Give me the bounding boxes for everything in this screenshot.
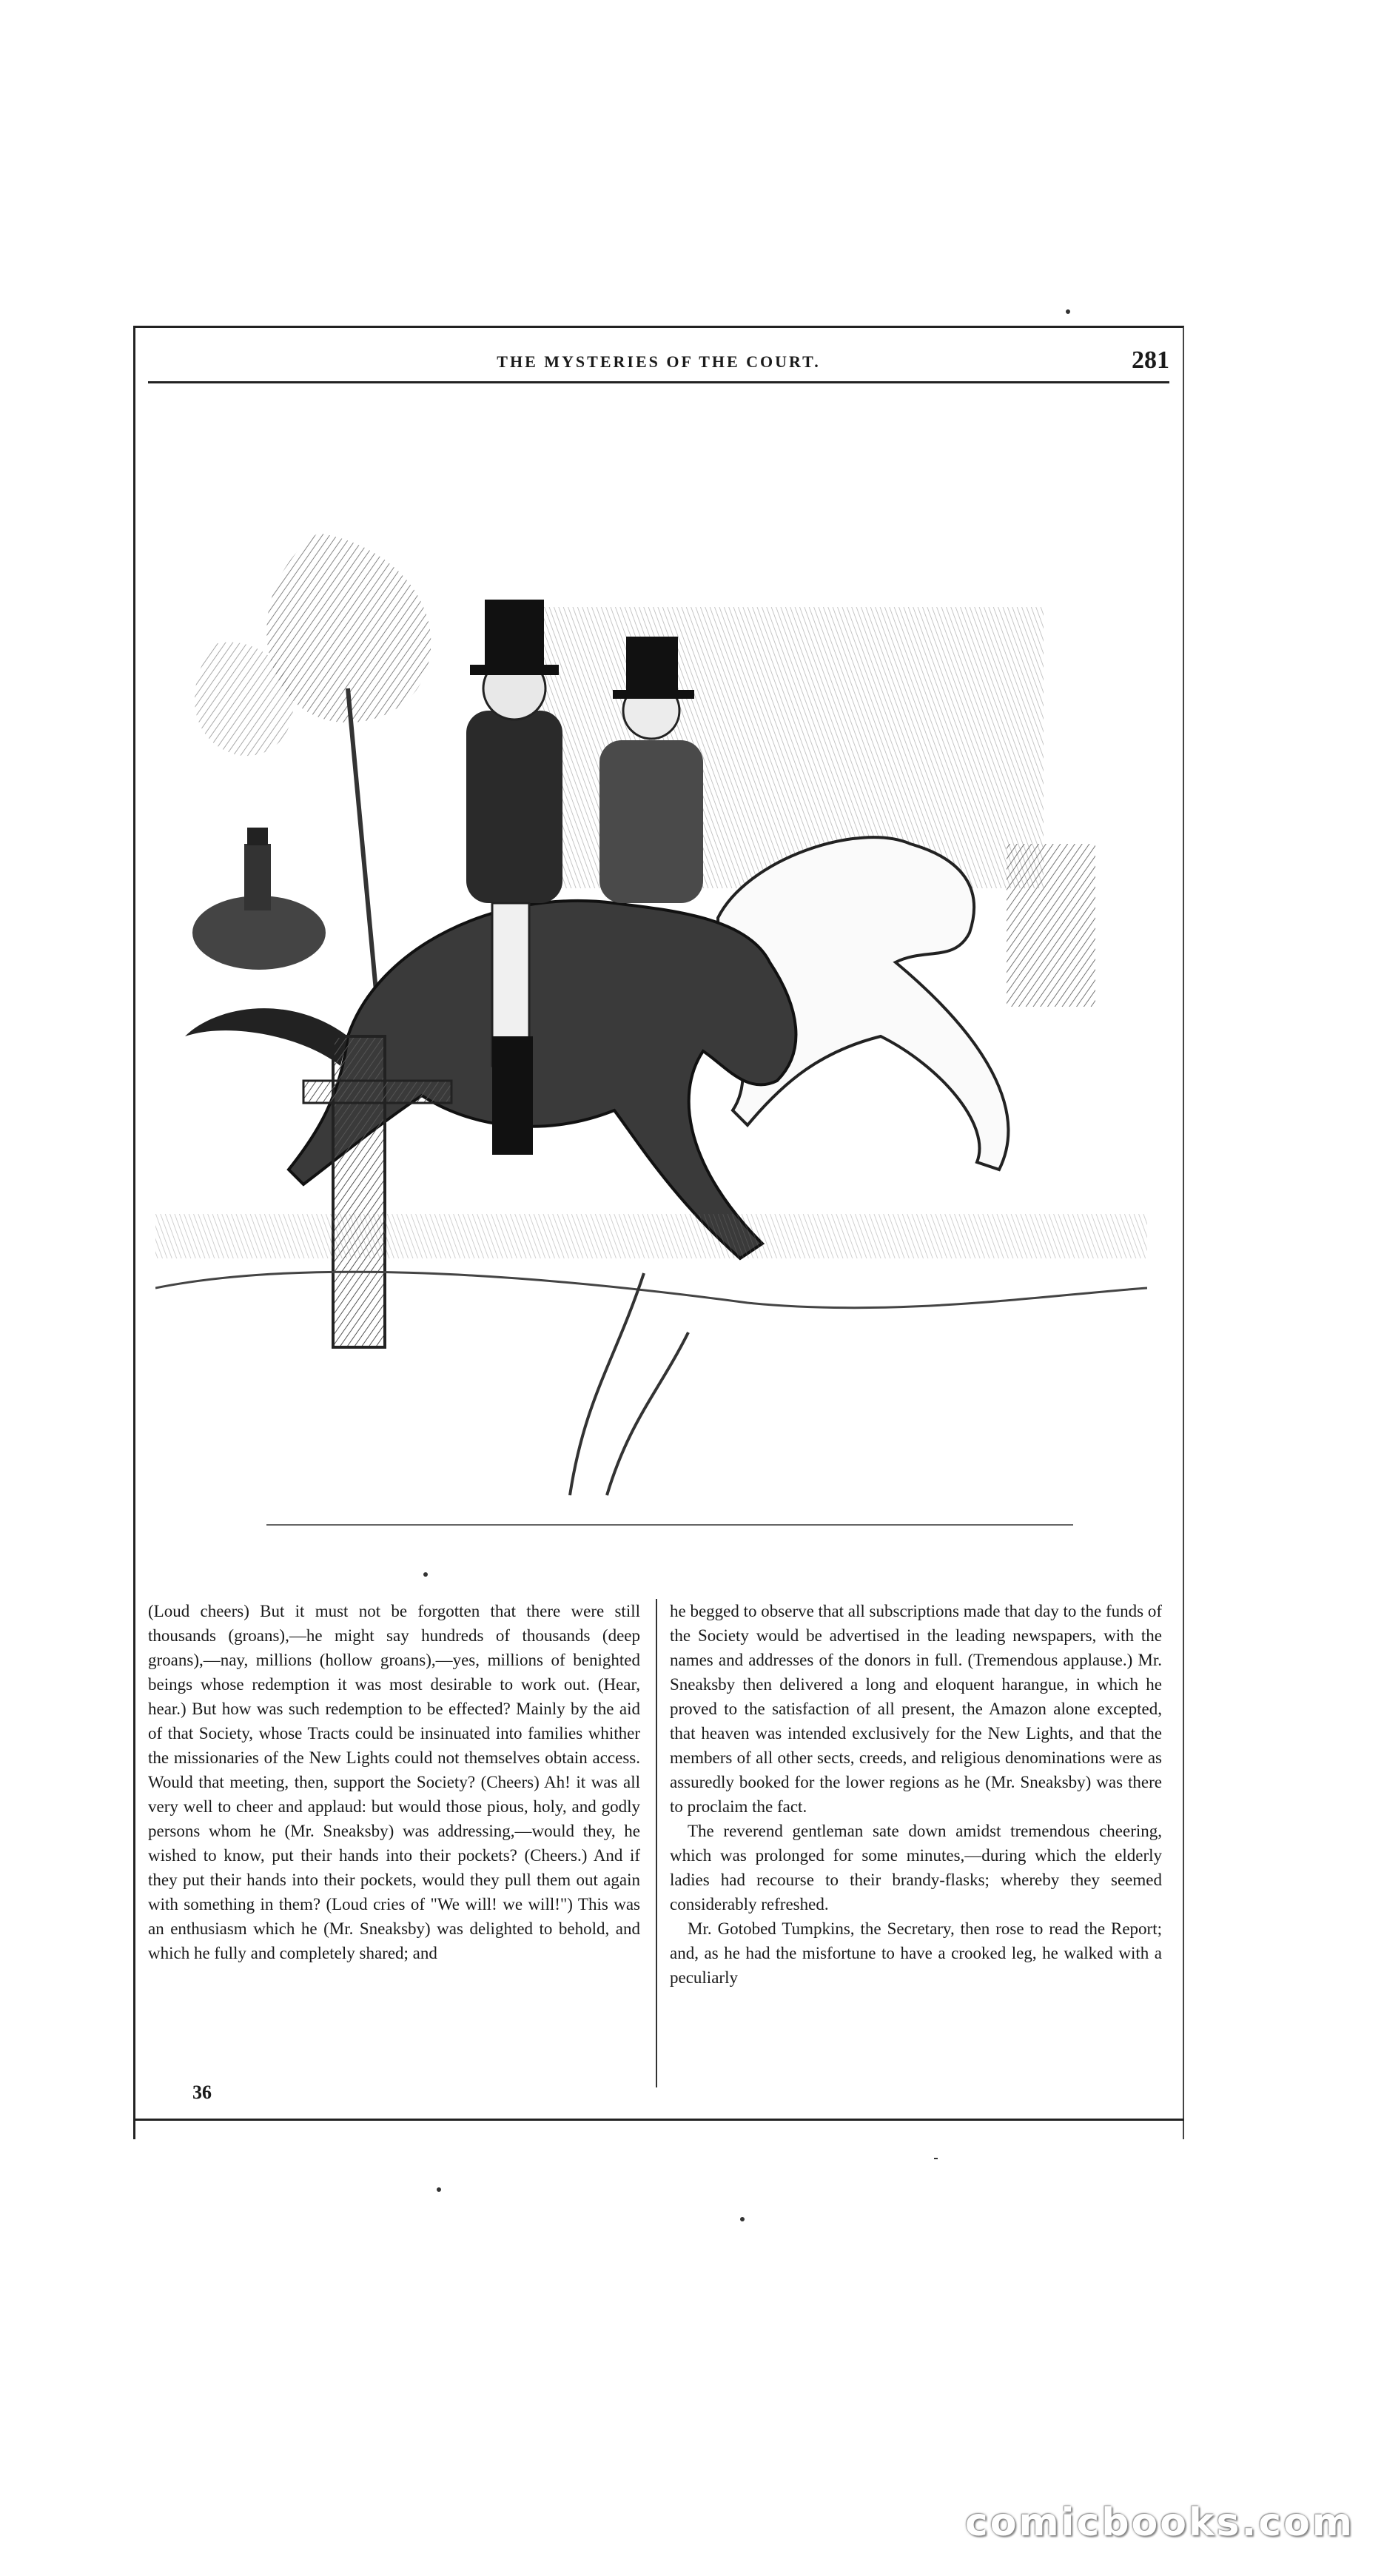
watermark: comicbooks.com [964,2500,1354,2545]
right-column [670,1599,1162,2080]
paragraph: he begged to observe that all subscriptions made that day to the funds of the Society would be advertised in the leading newspapers, with the names and addresses of the donors in full. (Tremendous applause.) Mr. Sneaksby then delivered a long and eloquent harangue, in which he proved to the satisfaction of all present, the Amazon alone excepted, that heaven was intended exclusively for the New Lights, and that the members of all other sects, creeds, and religious denominations were as assuredly booked for the lower regions as he (Mr. Sneaksby) was there to proclaim the fact. [670,1602,1162,1816]
running-head [148,346,1169,383]
speck [423,1572,428,1577]
speck [934,2158,938,2159]
page-number: 281 [1132,346,1169,374]
speck [740,2217,745,2221]
running-title: THE MYSTERIES OF THE COURT. [497,352,821,371]
speck [437,2187,441,2192]
speck [1066,309,1070,314]
engraving-horse-riders-icon [155,474,1147,1540]
paragraph: The reverend gentleman sate down amidst tremendous cheering, which was prolonged for some minutes,—during which the elderly ladies had recourse to their brandy-flasks; whereby they seemed considerably refreshed. [670,1822,1162,1913]
header-rule [148,381,1169,383]
paragraph: Mr. Gotobed Tumpkins, the Secretary, then rose to read the Report; and, as he had the misfortune to have a crooked leg, he walked with a peculiarly [670,1919,1162,1987]
text-columns [148,1599,1169,2080]
paragraph: (Loud cheers) But it must not be forgotten that there were still thousands (groans),—he might say hundreds of thousands (deep groans),—nay, millions (hollow groans),—yes, millions of benighted beings whose redemption it was most desirable to work out. (Hear, hear.) But how was such redemption to be effected? Mainly by the aid of that Society, whose Tracts could be insinuated into families whither the missionaries of the New Lights could not themselves obtain access. Would that meeting, then, support the Society? (Cheers) Ah! it was all very well to cheer and applaud: but would those pious, holy, and godly persons whom he (Mr. Sneaksby) was addressing,—would they, he wished to know, put their hands into their pockets? (Cheers.) And if they put their hands into their pockets, would they pull them out again with something in them? (Loud cries of "We will! we will!") This was an enthusiasm which he (Mr. Sneaksby) was delighted to behold, and which he fully and completely shared; and [148,1602,640,1962]
bottom-rule [133,2119,1184,2121]
left-column [148,1599,640,2080]
signature-mark: 36 [192,2082,212,2103]
column-divider [656,1599,657,2087]
